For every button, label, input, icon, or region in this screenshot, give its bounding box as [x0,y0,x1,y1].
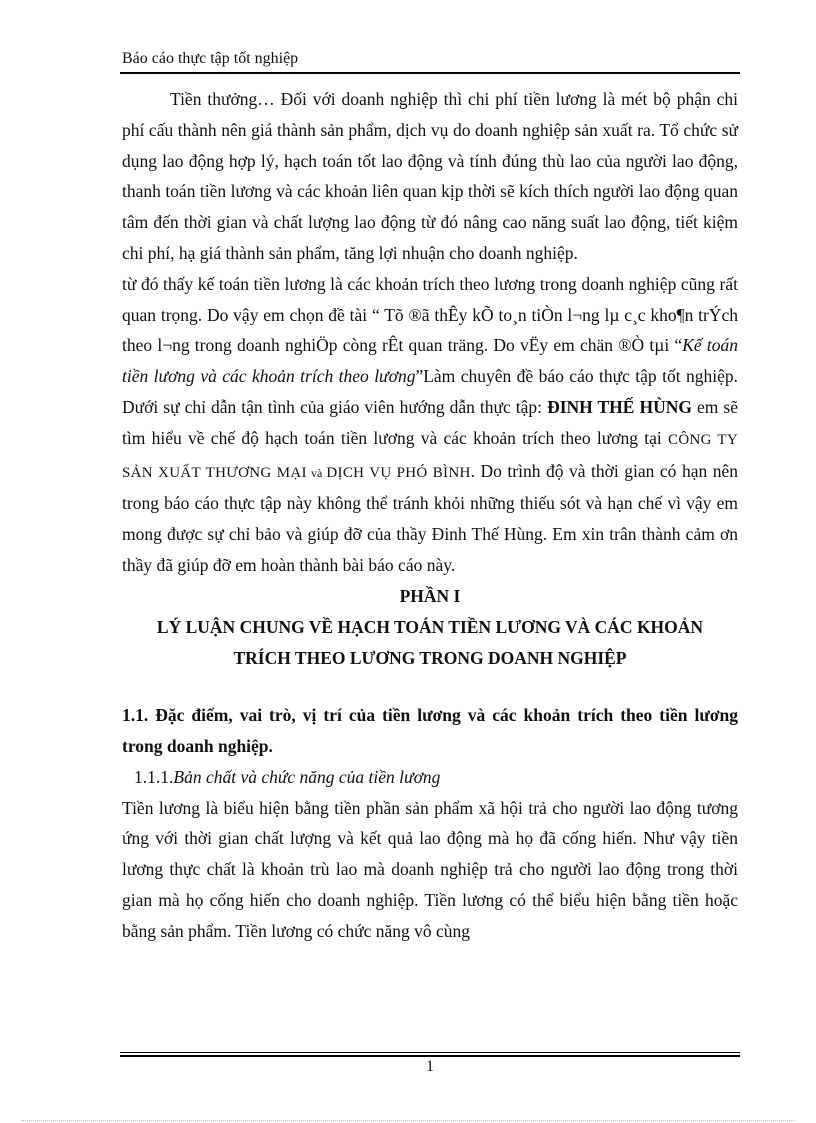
part-title-line2: TRÍCH THEO LƯƠNG TRONG DOANH NGHIỆP [233,647,627,668]
subsection-heading [122,762,738,793]
topic-paragraph [122,269,738,581]
part-title-line1: LÝ LUẬN CHUNG VỀ HẠCH TOÁN TIỀN LƯƠNG VÀ CÁC KHOẢN [156,616,704,637]
footer-rule-thin [120,1052,740,1053]
topic-text-c: em sẽ tìm hiểu về chế độ hạch toán tiền lương và các khoản trích theo lương tại [122,396,738,448]
company-name-part1: CÔNG TY SẢN XUẤT THƯƠNG MẠI [122,431,739,481]
topic-text-b: ”Làm chuyên đề báo cáo thực tập tốt nghiệp. Dưới sự chỉ dẫn tận tình của giáo viên hướng dẫn thực tập: [122,366,738,417]
teacher-name: ĐINH THẾ HÙNG [547,396,692,417]
page-boundary-dotted-line [22,1120,794,1121]
section-paragraph: Tiền lương là biểu hiện bằng tiền phần sản phẩm xã hội trả cho người lao động tương ứng với thời gian chất lượng và kết quả lao động mà họ đã cống hiến. Như vậy tiền lương thực chất là khoản trù lao mà doanh nghiệp trả cho người lao động trong thời gian mà họ cống hiến cho doanh nghiệp. Tiền lương có thể biểu hiện bằng tiền hoặc bằng sản phẩm. Tiền lương có chức năng vô cùng [122,797,738,941]
part-label: PHẦN I [399,585,461,606]
topic-title-italic: Kế toán tiền lương và các khoản trích theo lương [122,335,738,387]
section-heading: 1.1. Đặc điểm, vai trò, vị trí của tiền lương và các khoản trích theo tiền lương trong doanh nghiệp. [122,704,738,756]
page-header-title: Báo cáo thực tập tốt nghiệp [122,50,299,67]
page-number: 1 [426,1058,434,1075]
topic-text-a: từ đó thấy kế toán tiền lương là các khoản trích theo lương trong doanh nghiệp cũng rất quan trọng. Do vậy em chọn đề tài “ Tõ ®ã thÊy kÕ to¸n tiÒn l¬ng lµ c¸c kho¶n trÝch theo l¬ng trong doanh nghiÖp còng rÊt quan träng. Do vËy em chän ®Ò tµi “ [122,273,738,356]
company-name-part2: DỊCH VỤ PHÓ BÌNH [326,464,471,481]
subsection-title: Bản chất và chức năng của tiền lương [173,766,441,787]
footer-rule-thick [120,1055,740,1057]
topic-text-d: . Do trình độ và thời gian có hạn nên trong báo cáo thực tập này không thể tránh khỏi những thiếu sót và hạn chế vì vậy em mong được sự chỉ bảo và giúp đỡ của thầy Đinh Thế Hùng. Em xin trân thành cảm ơn thầy đã giúp đỡ em hoàn thành bài báo cáo này. [122,460,738,575]
header-rule [120,72,740,74]
document-body [122,84,738,947]
company-and: và [306,465,327,480]
subsection-number: 1.1.1. [134,766,174,787]
intro-paragraph: Tiền thưởng… Đối với doanh nghiệp thì chi phí tiền lương là mét bộ phận chi phí cấu thành nên giá thành sản phẩm, dịch vụ do doanh nghiệp sản xuất ra. Tổ chức sử dụng lao động hợp lý, hạch toán tốt lao động và tính đúng thù lao của người lao động, thanh toán tiền lương và các khoản liên quan kịp thời sẽ kích thích người lao động quan tâm đến thời gian và chất lượng lao động từ đó nâng cao năng suất lao động, tiết kiệm chi phí, hạ giá thành sản phẩm, tăng lợi nhuận cho doanh nghiệp. [122,89,738,263]
